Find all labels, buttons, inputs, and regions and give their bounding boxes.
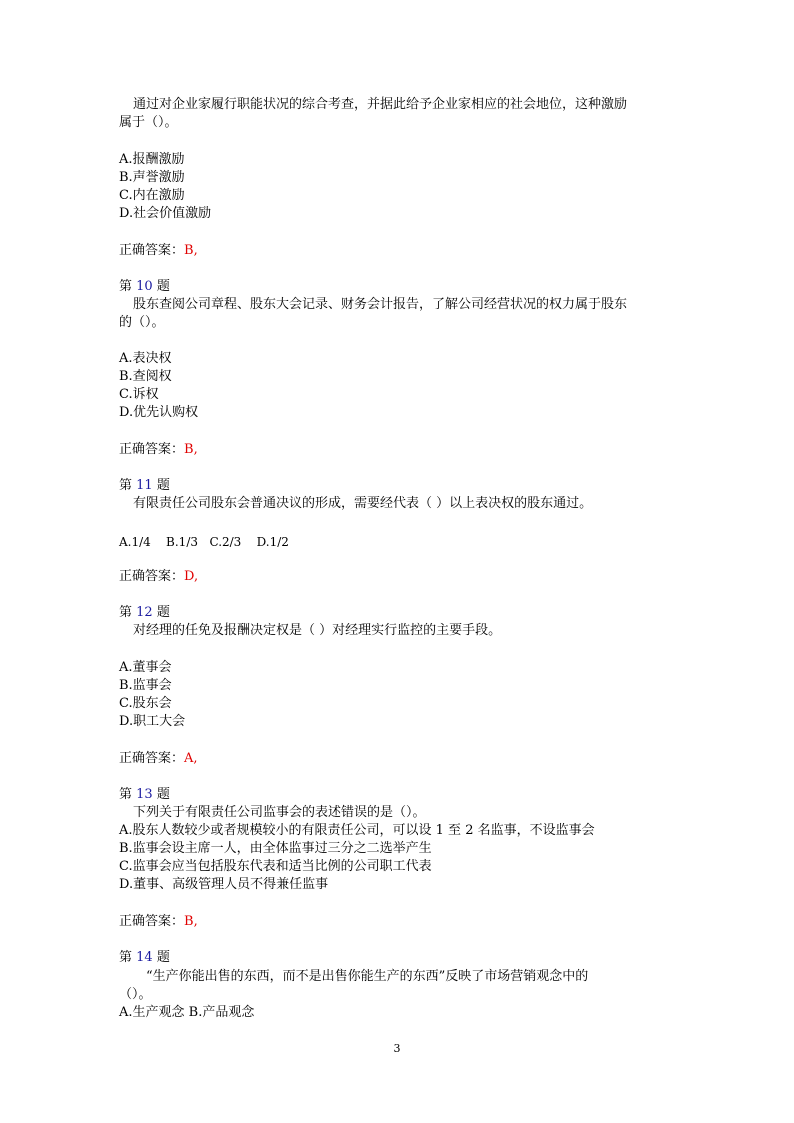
q14-stem-line2: （）。 — [119, 987, 152, 1002]
q-suffix: 题 — [156, 950, 170, 965]
q9-answer — [119, 242, 198, 260]
q9-option-b: B.声誉激励 — [119, 170, 185, 185]
answer-label: 正确答案： — [119, 569, 185, 584]
q12-option-c: C.股东会 — [119, 696, 172, 711]
q12-stem-line1: 对经理的任免及报酬决定权是（ ）对经理实行监控的主要手段。 — [133, 623, 502, 638]
q12-option-d: D.职工大会 — [119, 714, 186, 729]
q13-option-b: B.监事会设主席一人，由全体监事过三分之二选举产生 — [119, 841, 432, 856]
q12-option-b: B.监事会 — [119, 678, 172, 693]
q11-answer-value: D, — [184, 569, 199, 584]
q-suffix: 题 — [156, 787, 170, 802]
q9-answer-value: B, — [184, 243, 198, 258]
q11-number: 11 — [136, 478, 153, 493]
q9-stem-line2: 属于（）。 — [119, 115, 178, 130]
q-prefix: 第 — [119, 950, 133, 965]
q9-option-a: A.报酬激励 — [119, 152, 185, 167]
q-prefix: 第 — [119, 605, 133, 620]
q-prefix: 第 — [119, 787, 133, 802]
answer-label: 正确答案： — [119, 243, 185, 258]
q10-answer-value: B, — [184, 442, 198, 457]
q14-heading — [119, 949, 170, 967]
q13-option-c: C.监事会应当包括股东代表和适当比例的公司职工代表 — [119, 859, 432, 874]
q9-option-c: C.内在激励 — [119, 188, 185, 203]
answer-label: 正确答案： — [119, 914, 185, 929]
q13-number: 13 — [136, 787, 153, 802]
q-suffix: 题 — [156, 605, 170, 620]
q11-stem-line1: 有限责任公司股东会普通决议的形成，需要经代表（ ）以上表决权的股东通过。 — [133, 496, 593, 511]
q-prefix: 第 — [119, 478, 133, 493]
page-number: 3 — [393, 1042, 401, 1055]
q13-option-a: A.股东人数较少或者规模较小的有限责任公司，可以设 1 至 2 名监事，不设监事会 — [119, 823, 595, 838]
q10-option-a: A.表决权 — [119, 351, 172, 366]
q9-stem-line1: 通过对企业家履行职能状况的综合考查，并据此给予企业家相应的社会地位，这种激励 — [133, 97, 628, 112]
q13-heading — [119, 786, 170, 804]
q-prefix: 第 — [119, 279, 133, 294]
q11-answer — [119, 568, 198, 586]
q11-heading — [119, 477, 170, 495]
q9-option-d: D.社会价值激励 — [119, 206, 212, 221]
q10-stem-line2: 的（）。 — [119, 315, 165, 330]
q12-option-a: A.董事会 — [119, 660, 172, 675]
q14-stem-line1: “生产你能出售的东西，而不是出售你能生产的东西”反映了市场营销观念中的 — [146, 969, 589, 984]
q10-heading — [119, 278, 170, 296]
q14-number: 14 — [136, 950, 153, 965]
q-suffix: 题 — [156, 478, 170, 493]
q13-answer-value: B, — [184, 914, 198, 929]
q12-answer — [119, 750, 198, 768]
q-suffix: 题 — [156, 279, 170, 294]
q10-stem-line1: 股东查阅公司章程、股东大会记录、财务会计报告，了解公司经营状况的权力属于股东 — [133, 297, 628, 312]
q10-answer — [119, 441, 198, 459]
q12-heading — [119, 604, 170, 622]
answer-label: 正确答案： — [119, 442, 185, 457]
q14-options: A.生产观念 B.产品观念 — [119, 1005, 255, 1020]
q10-option-d: D.优先认购权 — [119, 405, 199, 420]
q13-answer — [119, 913, 198, 931]
q10-option-c: C.诉权 — [119, 387, 159, 402]
q13-option-d: D.董事、高级管理人员不得兼任监事 — [119, 877, 329, 892]
q13-stem-line1: 下列关于有限责任公司监事会的表述错误的是（）。 — [133, 805, 426, 820]
q10-option-b: B.查阅权 — [119, 369, 172, 384]
q12-number: 12 — [136, 605, 153, 620]
q10-number: 10 — [136, 279, 153, 294]
answer-label: 正确答案： — [119, 751, 185, 766]
q12-answer-value: A, — [184, 751, 198, 766]
q11-options: A.1/4 B.1/3 C.2/3 D.1/2 — [119, 535, 289, 549]
